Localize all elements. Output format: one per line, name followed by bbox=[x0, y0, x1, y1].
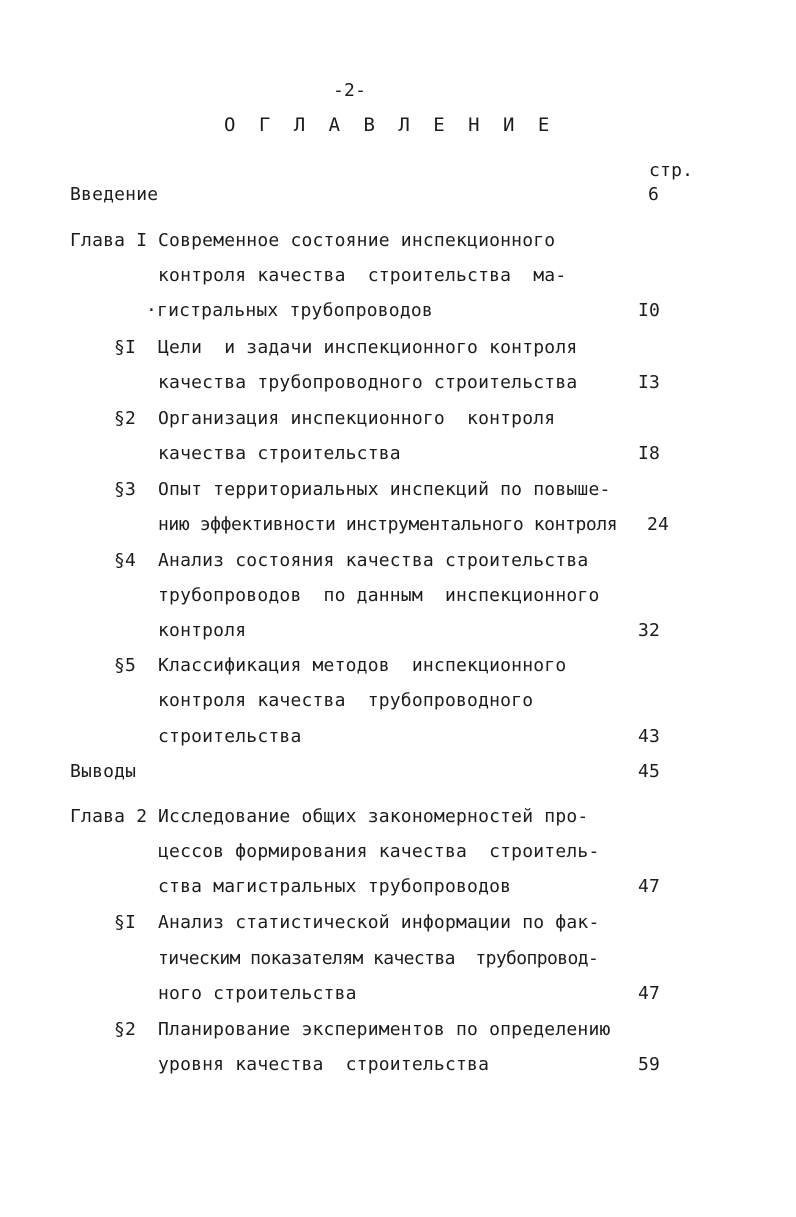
section-page: I8 bbox=[638, 443, 661, 464]
section-mark: §3 bbox=[114, 479, 137, 500]
section-title-line: Анализ статистической информации по фак- bbox=[158, 912, 600, 933]
section-title-line: качества строительства bbox=[158, 443, 401, 464]
page-column-label: стр. bbox=[649, 160, 694, 181]
section-mark: §I bbox=[114, 337, 137, 358]
chapter2-title-line: цессов формирования качества строитель- bbox=[158, 841, 600, 862]
chapter1-page: I0 bbox=[638, 300, 661, 321]
section-page: 47 bbox=[638, 983, 661, 1004]
chapter1-prefix: Глава I bbox=[70, 230, 148, 251]
section-title-line: Цели и задачи инспекционного контроля bbox=[158, 337, 578, 358]
section-page: 24 bbox=[647, 514, 670, 535]
section-mark: §5 bbox=[114, 655, 137, 676]
section-title-line: Классификация методов инспекционного bbox=[158, 655, 567, 676]
section-title-line: ного строительства bbox=[158, 983, 357, 1004]
section-mark: §4 bbox=[114, 550, 137, 571]
section-page: 59 bbox=[638, 1054, 661, 1075]
toc-conclusions-label: Выводы bbox=[70, 761, 137, 782]
chapter1-title-line: контроля качества строительства ма- bbox=[158, 265, 567, 286]
section-mark: §2 bbox=[114, 408, 137, 429]
chapter1-title-line: ·гистральных трубопроводов bbox=[146, 300, 433, 321]
section-title-line: уровня качества строительства bbox=[158, 1054, 490, 1075]
section-page: 32 bbox=[638, 620, 661, 641]
toc-intro-label: Введение bbox=[70, 184, 159, 205]
section-title-line: тическим показателям качества трубопровод- bbox=[158, 948, 599, 969]
section-title-line: контроля качества трубопроводного bbox=[158, 690, 534, 711]
page-title: О Г Л А В Л Е Н И Е bbox=[224, 114, 556, 136]
chapter2-page: 47 bbox=[638, 876, 661, 897]
section-mark: §2 bbox=[114, 1019, 137, 1040]
chapter1-title-line: Современное состояние инспекционного bbox=[158, 230, 556, 251]
toc-conclusions-page: 45 bbox=[638, 761, 661, 782]
section-title-line: нию эффективности инструментального контроля bbox=[158, 514, 618, 535]
section-title-line: трубопроводов по данным инспекционного bbox=[158, 585, 600, 606]
section-page: I3 bbox=[638, 372, 661, 393]
chapter2-title-line: ства магистральных трубопроводов bbox=[158, 876, 512, 897]
section-page: 43 bbox=[638, 726, 661, 747]
section-title-line: Опыт территориальных инспекций по повыше- bbox=[158, 479, 611, 500]
chapter2-title-line: Исследование общих закономерностей про- bbox=[158, 806, 589, 827]
section-mark: §I bbox=[114, 912, 137, 933]
page-number: -2- bbox=[333, 80, 367, 101]
section-title-line: контроля bbox=[158, 620, 247, 641]
section-title-line: Организация инспекционного контроля bbox=[158, 408, 556, 429]
section-title-line: строительства bbox=[158, 726, 302, 747]
section-title-line: Анализ состояния качества строительства bbox=[158, 550, 589, 571]
chapter2-prefix: Глава 2 bbox=[70, 806, 148, 827]
section-title-line: качества трубопроводного строительства bbox=[158, 372, 578, 393]
section-title-line: Планирование экспериментов по определению bbox=[158, 1019, 611, 1040]
toc-intro-page: 6 bbox=[648, 184, 660, 205]
